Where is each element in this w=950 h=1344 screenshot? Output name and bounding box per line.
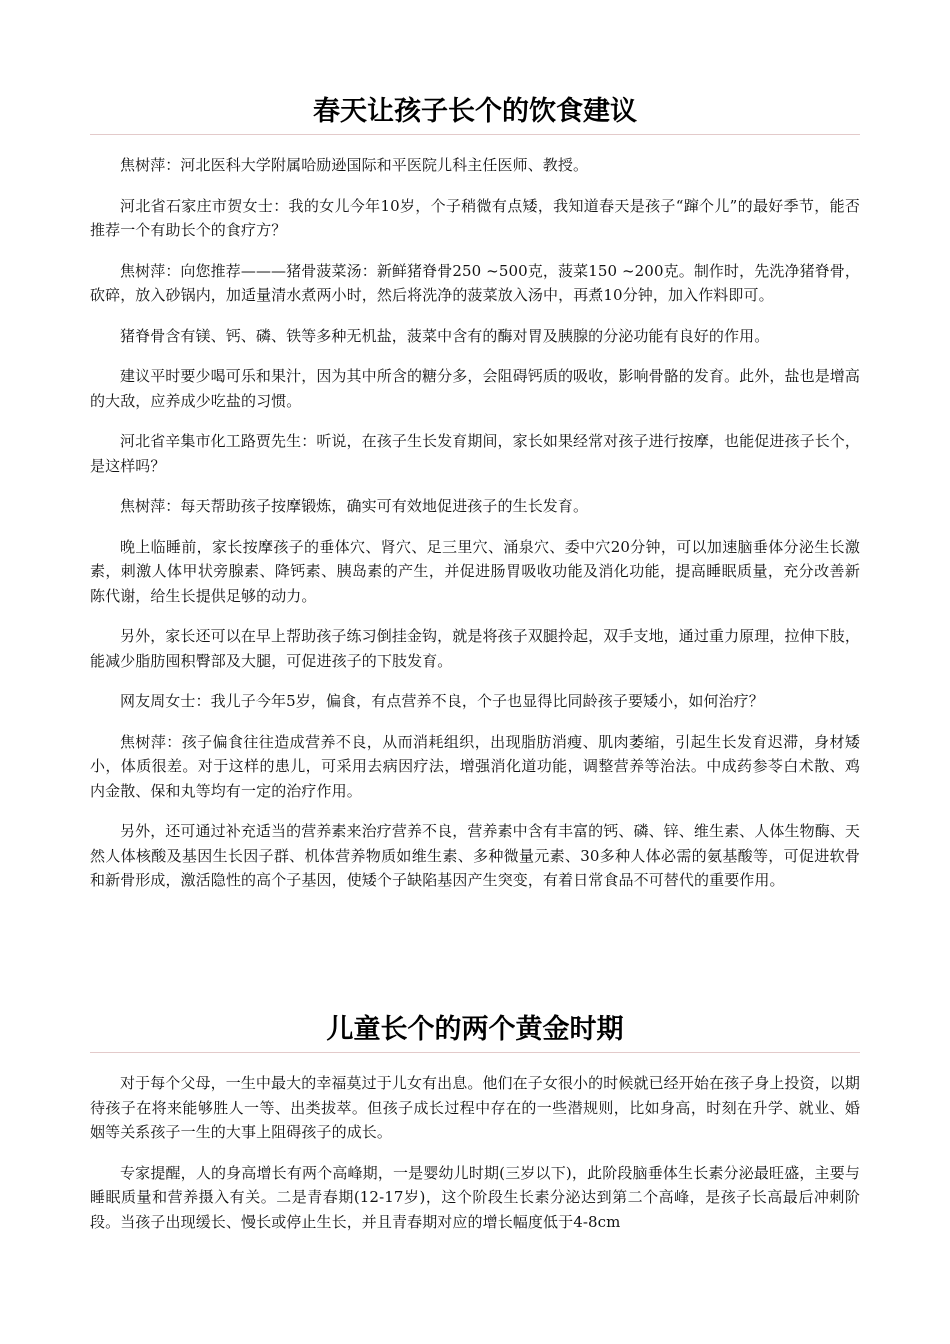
paragraph: 另外，还可通过补充适当的营养素来治疗营养不良，营养素中含有丰富的钙、磷、锌、维生素、人体生物酶、天然人体核酸及基因生长因子群、机体营养物质如维生素、多种微量元素、30多种人体必需的氨基酸等，可促进软骨和新骨形成，激活隐性的高个子基因，使矮个子缺陷基因产生突变，有着日常食品不可替代的重要作用。	[90, 822, 860, 889]
article-spring-diet	[90, 92, 860, 909]
paragraph: 专家提醒，人的身高增长有两个高峰期，一是婴幼儿时期(三岁以下)，此阶段脑垂体生长素分泌最旺盛，主要与睡眠质量和营养摄入有关。二是青春期(12-17岁)，这个阶段生长素分泌达到第二个高峰，是孩子长高最后冲刺阶段。当孩子出现缓长、慢长或停止生长，并且青春期对应的增长幅度低于4-8cm	[90, 1163, 860, 1231]
paragraph: 对于每个父母，一生中最大的幸福莫过于儿女有出息。他们在子女很小的时候就已经开始在孩子身上投资，以期待孩子在将来能够胜人一等、出类拔萃。但孩子成长过程中存在的一些潜规则，比如身高，时刻在升学、就业、婚姻等关系孩子一生的大事上阻碍孩子的成长。	[90, 1074, 860, 1141]
paragraph: 焦树萍：孩子偏食往往造成营养不良，从而消耗组织，出现脂肪消瘦、肌肉萎缩，引起生长发育迟滞，身材矮小，体质很差。对于这样的患儿，可采用去病因疗法，增强消化道功能，调整营养等治法。中成药参苓白术散、鸡内金散、保和丸等均有一定的治疗作用。	[90, 732, 860, 800]
title-divider	[90, 134, 860, 135]
paragraph: 建议平时要少喝可乐和果汁，因为其中所含的糖分多，会阻碍钙质的吸收，影响骨骼的发育。此外，盐也是增高的大敌，应养成少吃盐的习惯。	[90, 367, 860, 410]
paragraph: 焦树萍：河北医科大学附属哈励逊国际和平医院儿科主任医师、教授。	[120, 156, 589, 174]
paragraph: 焦树萍：每天帮助孩子按摩锻炼，确实可有效地促进孩子的生长发育。	[120, 497, 589, 515]
paragraph: 网友周女士：我儿子今年5岁，偏食，有点营养不良，个子也显得比同龄孩子要矮小，如何治疗？	[120, 692, 764, 710]
paragraph: 焦树萍：向您推荐———猪骨菠菜汤：新鲜猪脊骨250 ~500克，菠菜150 ~200克。制作时，先洗净猪脊骨，砍碎，放入砂锅内，加适量清水煮两小时，然后将洗净的菠菜放入汤中，再煮10分钟，加入作料即可。	[90, 261, 860, 304]
paragraph: 河北省辛集市化工路贾先生：听说，在孩子生长发育期间，家长如果经常对孩子进行按摩，也能促进孩子长个，是这样吗？	[90, 432, 860, 475]
article-title: 儿童长个的两个黄金时期	[326, 1014, 624, 1045]
article-title: 春天让孩子长个的饮食建议	[313, 96, 637, 127]
paragraph: 晚上临睡前，家长按摩孩子的垂体穴、肾穴、足三里穴、涌泉穴、委中穴20分钟，可以加速脑垂体分泌生长激素，刺激人体甲状旁腺素、降钙素、胰岛素的产生，并促进肠胃吸收功能及消化功能，提高睡眠质量，充分改善新陈代谢，给生长提供足够的动力。	[90, 537, 860, 605]
paragraph: 河北省石家庄市贺女士：我的女儿今年10岁，个子稍微有点矮，我知道春天是孩子“蹿个儿”的最好季节，能否推荐一个有助长个的食疗方？	[90, 196, 860, 239]
paragraph: 猪脊骨含有镁、钙、磷、铁等多种无机盐，菠菜中含有的酶对胃及胰腺的分泌功能有良好的作用。	[120, 326, 770, 345]
paragraph: 另外，家长还可以在早上帮助孩子练习倒挂金钩，就是将孩子双腿拎起，双手支地，通过重力原理，拉伸下肢，能减少脂肪囤积臀部及大腿，可促进孩子的下肢发育。	[90, 627, 860, 670]
title-divider	[90, 1052, 860, 1053]
article-golden-periods	[90, 1010, 860, 1250]
